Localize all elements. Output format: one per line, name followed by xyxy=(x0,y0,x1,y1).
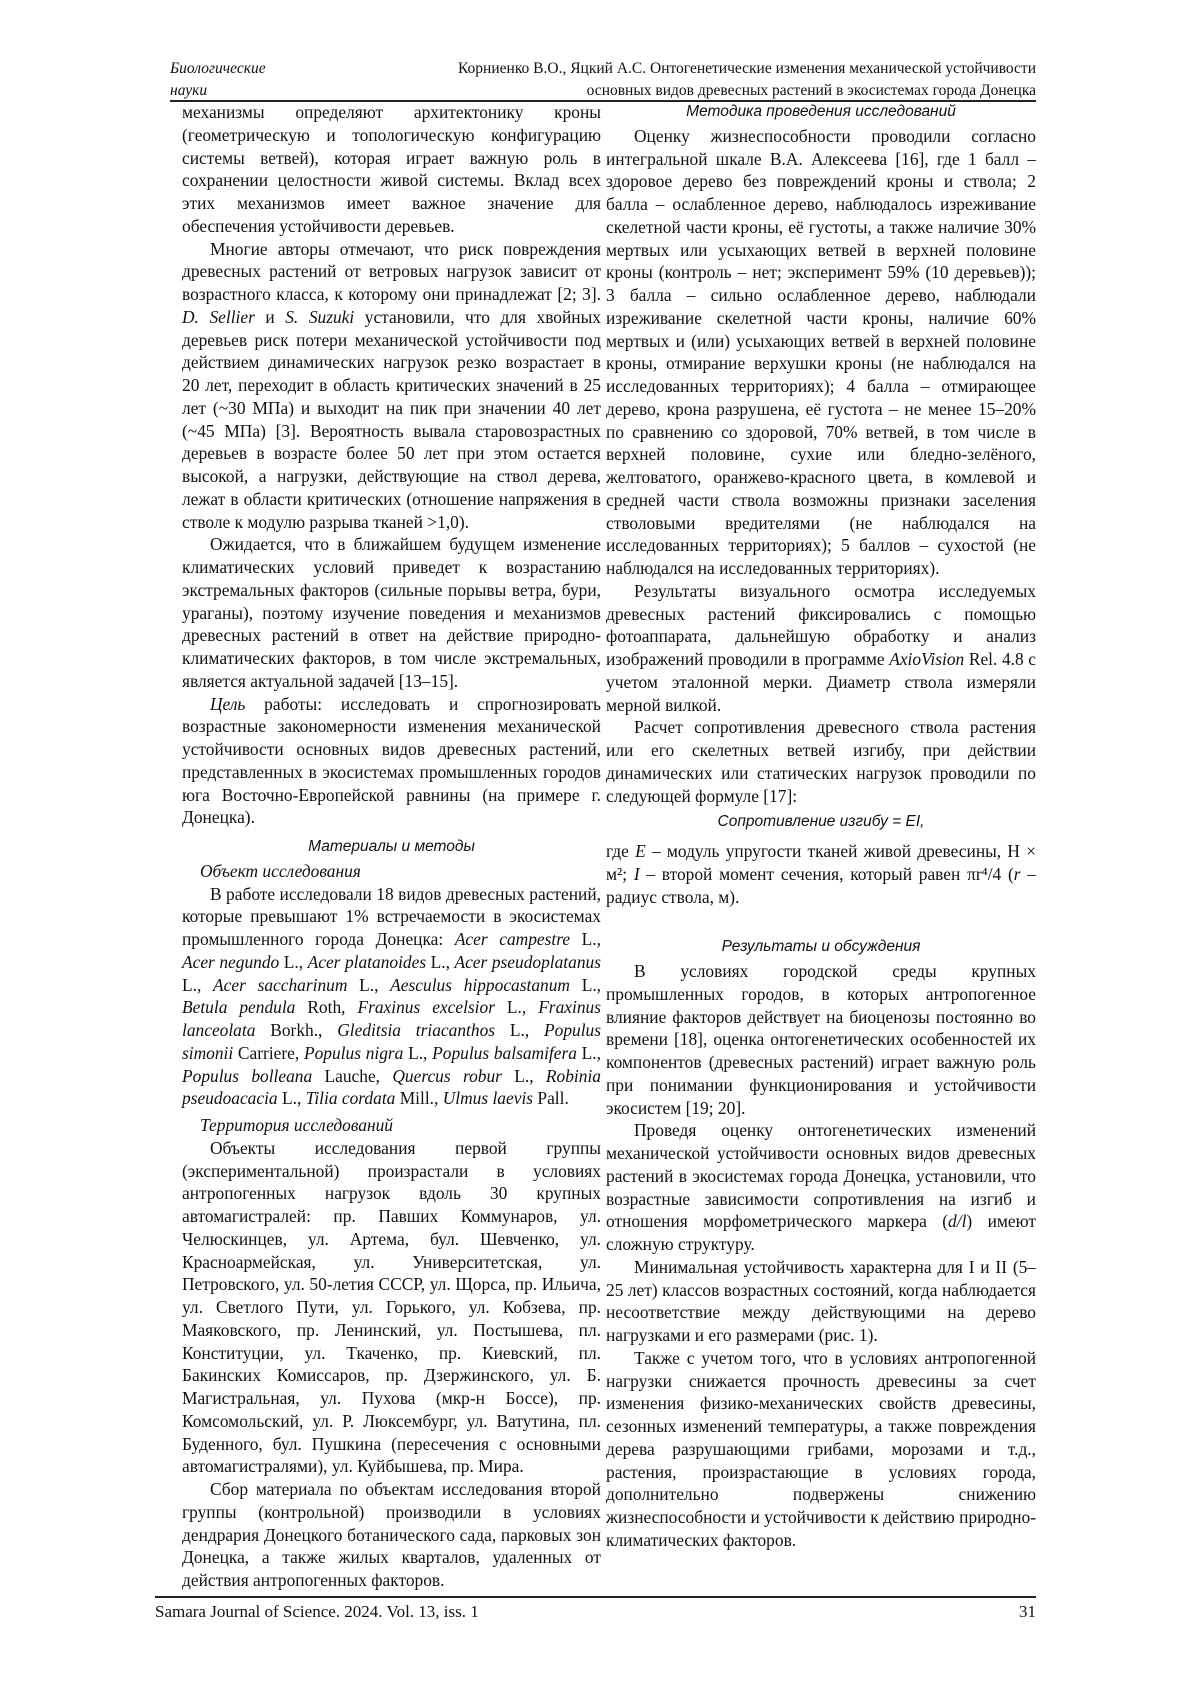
italic-text: Gleditsia triacanthos xyxy=(337,1020,495,1040)
italic-text: Populus bolleana xyxy=(182,1066,312,1086)
text-run: L., xyxy=(279,952,307,972)
text-run: L., xyxy=(278,1088,306,1108)
italic-text: d/l xyxy=(948,1211,966,1231)
text-run: L., xyxy=(570,929,601,949)
section-line-2: науки xyxy=(170,80,266,102)
text-run: Минимальная устойчивость характерна для I и II (5–25 лет) классов возрастных состояний, когда наблюдается несоответствие между действующими на дерево нагрузками и его размерами (рис. 1). xyxy=(606,1257,1036,1345)
text-run: L., xyxy=(570,975,601,995)
text-run: L., xyxy=(426,952,454,972)
page-footer xyxy=(155,1596,1036,1598)
text-run: Результаты визуального осмотра исследуемых древесных растений фиксировались с помощью фотоаппарата, дальнейшую обработку и анализ изображений проводили в программе xyxy=(606,581,1036,669)
paragraph xyxy=(182,1137,601,1478)
text-run: работы: исследовать и спрогнозировать возрастные закономерности изменения механической устойчивости основных видов древесных растений, представленных в экосистемах промышленных городов юга Восточно-Европейской равнины (на примере г. Донецка). xyxy=(182,694,601,828)
section-heading: Результаты и обсуждения xyxy=(606,936,1036,959)
italic-text: Acer negundo xyxy=(182,952,279,972)
left-column xyxy=(182,101,601,1592)
italic-text: S. Suzuki xyxy=(285,307,354,327)
italic-text: Acer saccharinum xyxy=(213,975,347,995)
text-run: L., xyxy=(577,1043,601,1063)
italic-text: E xyxy=(635,841,646,861)
text-run: В работе исследовали 18 видов древесных растений, которые превышают 1% встречаемости в экосистемах промышленного города Донецка: xyxy=(182,884,601,950)
paragraph xyxy=(606,716,1036,807)
paragraph xyxy=(606,1256,1036,1347)
text-run: L., xyxy=(403,1043,432,1063)
title-line-1: Корниенко В.О., Яцкий А.С. Онтогенетические изменения механической устойчивости xyxy=(458,58,1036,80)
text-run: L., xyxy=(495,1020,544,1040)
paragraph xyxy=(182,101,601,238)
italic-text: Populus balsamifera xyxy=(432,1043,577,1063)
subsection-heading: Территория исследований xyxy=(182,1114,601,1137)
paragraph xyxy=(182,238,601,534)
section-heading: Материалы и методы xyxy=(182,836,601,859)
italic-text: Acer pseudoplatanus xyxy=(454,952,601,972)
text-run: Carriere, xyxy=(233,1043,304,1063)
italic-text: Ulmus laevis xyxy=(443,1088,533,1108)
italic-text: Robinia pseudoacacia xyxy=(182,1066,601,1109)
page-number: 31 xyxy=(1019,1600,1036,1624)
italic-text: Fraxinus lanceolata xyxy=(182,997,601,1040)
text-run: Также с учетом того, что в условиях антропогенной нагрузки снижается прочность древесины за счет изменения физико-механических свойств древесины, сезонных изменений температуры, а также повреждения дерева разрушающими грибами, морозами и т.д., растения, произрастающие в условиях города, дополнительно подвержены снижению жизнеспособности и устойчивости к действию природно-климатических факторов. xyxy=(606,1348,1036,1550)
italic-text: Fraxinus excelsior xyxy=(357,997,495,1017)
text-run: ) имеют сложную структуру. xyxy=(606,1211,1036,1254)
italic-text: Populus nigra xyxy=(304,1043,403,1063)
subsection-heading: Объект исследования xyxy=(182,860,601,883)
text-run: Roth, xyxy=(295,997,357,1017)
italic-text: Tilia cordata xyxy=(306,1088,396,1108)
text-run: В условиях городской среды крупных промышленных городов, в которых антропогенное влияние факторов действует на биоценозы постоянно во времени [18], оценка онтогенетических особенностей их компонентов (древесных растений) играет важную роль при понимании функционирования и устойчивости экосистем [19; 20]. xyxy=(606,961,1036,1118)
text-run: Расчет сопротивления древесного ствола растения или его скелетных ветвей изгибу, при действии динамических или статических нагрузок проводили по следующей формуле [17]: xyxy=(606,717,1036,805)
italic-text: Quercus robur xyxy=(392,1066,502,1086)
paragraph xyxy=(182,883,601,1111)
paragraph xyxy=(606,1347,1036,1552)
paragraph xyxy=(182,1478,601,1592)
italic-text: Acer platanoides xyxy=(308,952,427,972)
text-run: где xyxy=(606,841,635,861)
running-header xyxy=(170,58,1036,102)
text-run: Проведя оценку онтогенетических изменений механической устойчивости основных видов древесных растений в экосистемах города Донецка, установили, что возрастные зависимости сопротивления на изгиб и отношения морфометрического маркера ( xyxy=(606,1120,1036,1231)
italic-text: Aesculus hippocastanum xyxy=(390,975,570,995)
journal-section xyxy=(170,58,266,102)
italic-text: Populus simonii xyxy=(182,1020,601,1063)
text-run: Rel. 4.8 с учетом эталонной мерки. Диаметр ствола измеряли мерной вилкой. xyxy=(606,649,1036,715)
paragraph xyxy=(606,960,1036,1119)
section-heading: Методика проведения исследований xyxy=(606,101,1036,124)
italic-text: Acer campestre xyxy=(455,929,570,949)
title-line-2: основных видов древесных растений в экосистемах города Донецка xyxy=(458,80,1036,102)
italic-text: D. Sellier xyxy=(182,307,255,327)
text-run: – модуль упругости тканей живой древесины, Н × м²; xyxy=(606,841,1036,884)
journal-citation: Samara Journal of Science. 2024. Vol. 13, iss. 1 xyxy=(155,1600,479,1624)
text-run: – радиус ствола, м). xyxy=(606,864,1036,907)
text-run: – второй момент сечения, который равен πr⁴/4 ( xyxy=(640,864,1014,884)
article-running-title xyxy=(458,58,1036,102)
text-run: L., xyxy=(495,997,538,1017)
paragraph xyxy=(606,1119,1036,1256)
text-run: установили, что для хвойных деревьев риск потери механической устойчивости под действием динамических нагрузок резко возрастает в 20 лет, переходит в область критических значений в 25 лет (~30 МПа) и выходит на пик при значении 40 лет (~45 МПа) [3]. Вероятность вывала старовозрастных деревьев в возрасте более 50 лет при этом остается высокой, а нагрузки, действующие на ствол дерева, лежат в области критических (отношение напряжения в стволе к модулю разрыва тканей >1,0). xyxy=(182,307,601,532)
italic-text: Цель xyxy=(210,694,245,714)
paragraph xyxy=(606,125,1036,580)
italic-text: r xyxy=(1014,864,1021,884)
text-run: Сбор материала по объектам исследования второй группы (контрольной) производили в условиях дендрария Донецкого ботанического сада, парковых зон Донецка, а также жилых кварталов, удаленных от действия антропогенных факторов. xyxy=(182,1479,601,1590)
italic-text: I xyxy=(634,864,640,884)
italic-text: AxioVision xyxy=(889,649,964,669)
text-run: Объекты исследования первой группы (экспериментальной) произрастали в условиях антропогенных нагрузок вдоль 30 крупных автомагистралей: пр. Павших Коммунаров, ул. Челюскинцев, ул. Артема, бул. Шевченко, ул. Красноармейская, ул. Университетская, ул. Петровского, ул. 50-летия СССР, ул. Щорса, пр. Ильича, ул. Светлого Пути, ул. Горького, ул. Кобзева, пр. Маяковского, пр. Ленинский, ул. Постышева, пл. Конституции, ул. Ткаченко, пр. Киевский, пл. Бакинских Комиссаров, пр. Дзержинского, ул. Б. Магистральная, ул. Пухова (мкр-н Боссе), пр. Комсомольский, ул. Р. Люксембург, ул. Ватутина, пл. Буденного, бул. Пушкина (пересечения с основными автомагистралями), ул. Куйбышева, пр. Мира. xyxy=(182,1138,601,1477)
text-run: Borkh., xyxy=(255,1020,337,1040)
formula: Сопротивление изгибу = EI, xyxy=(606,811,1036,834)
paragraph xyxy=(182,693,601,830)
italic-text: Betula pendula xyxy=(182,997,295,1017)
paragraph xyxy=(182,533,601,692)
text-run: и xyxy=(255,307,285,327)
text-run: Mill., xyxy=(395,1088,442,1108)
text-run: L., xyxy=(182,975,213,995)
right-column xyxy=(606,101,1036,1552)
text-run: Lauche, xyxy=(312,1066,392,1086)
text-run: Оценку жизнеспособности проводили согласно интегральной шкале В.А. Алексеева [16], где 1 балл – здоровое дерево без повреждений кроны и ствола; 2 балла – ослабленное дерево, наблюдалось изреживание скелетной части кроны, её густоты, а также наличие 30% мертвых или усыхающих ветвей в верхней половине кроны (контроль – нет; эксперимент 59% (10 деревьев)); 3 балла – сильно ослабленное дерево, наблюдали изреживание скелетной части кроны, наличие 60% мертвых и (или) усыхающих ветвей в верхней половине кроны, отмирание верхушки кроны (не наблюдался на исследованных территориях); 4 балла – отмирающее дерево, крона разрушена, её густота – не менее 15–20% по сравнению со здоровой, 70% ветвей, в том числе в верхней половине, сухие или бледно-зелёного, желтоватого, оранжево-красного цвета, в комлевой и средней части ствола возможны признаки заселения стволовыми вредителями (не наблюдался на исследованных территориях); 5 баллов – сухостой (не наблюдался на исследованных территориях). xyxy=(606,126,1036,578)
section-line-1: Биологические xyxy=(170,58,266,80)
paragraph xyxy=(606,840,1036,908)
text-run: Многие авторы отмечают, что риск повреждения древесных растений от ветровых нагрузок зависит от возрастного класса, к которому они принадлежат [2; 3]. xyxy=(182,239,601,305)
paragraph xyxy=(606,580,1036,717)
text-run: Pall. xyxy=(533,1088,569,1108)
text-run: L., xyxy=(502,1066,546,1086)
text-run: Ожидается, что в ближайшем будущем изменение климатических условий приведет к возрастанию экстремальных факторов (сильные порывы ветра, бури, ураганы), поэтому изучение поведения и механизмов древесных растений в ответ на действие природно-климатических факторов, в том числе экстремальных, является актуальной задачей [13–15]. xyxy=(182,534,601,691)
text-run: механизмы определяют архитектонику кроны (геометрическую и топологическую конфигурацию системы ветвей), которая играет важную роль в сохранении целостности живой системы. Вклад всех этих механизмов имеет важное значение для обеспечения устойчивости деревьев. xyxy=(182,102,601,236)
text-run: L., xyxy=(347,975,390,995)
